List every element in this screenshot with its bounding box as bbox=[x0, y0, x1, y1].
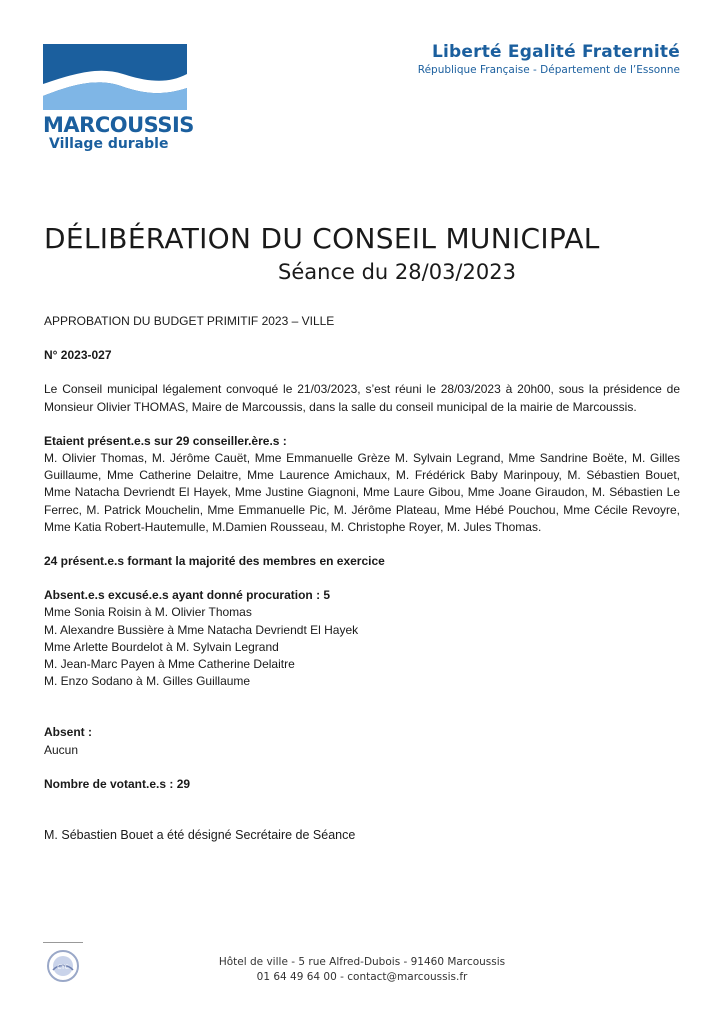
absent-heading: Absent : bbox=[44, 725, 92, 740]
republic-motto bbox=[418, 42, 680, 76]
svg-text:CYC: CYC bbox=[57, 964, 69, 971]
proxy-item: Mme Sonia Roisin à M. Olivier Thomas bbox=[44, 605, 252, 620]
majority-statement: 24 présent.e.s formant la majorité des membres en exercice bbox=[44, 554, 385, 569]
proxy-item: Mme Arlette Bourdelot à M. Sylvain Legrand bbox=[44, 639, 279, 654]
proxy-heading: Absent.e.s excusé.e.s ayant donné procuration : 5 bbox=[44, 588, 331, 603]
motto-sub: République Française - Département de l’Essonne bbox=[417, 64, 680, 76]
proxy-item: M. Jean-Marc Payen à Mme Catherine Delaitre bbox=[44, 657, 295, 672]
footer-contact bbox=[0, 955, 724, 985]
subject-line: APPROBATION DU BUDGET PRIMITIF 2023 – VILLE bbox=[44, 314, 335, 328]
document-title: DÉLIBÉRATION DU CONSEIL MUNICIPAL bbox=[44, 222, 600, 255]
voters-count: Nombre de votant.e.s : 29 bbox=[44, 776, 191, 791]
present-heading: Etaient présent.e.s sur 29 conseiller.ère.s : bbox=[44, 433, 287, 448]
secretary-statement: M. Sébastien Bouet a été désigné Secrétaire de Séance bbox=[44, 828, 356, 843]
motto-main: Liberté Egalité Fraternité bbox=[431, 42, 680, 62]
logo-wave-graphic bbox=[43, 44, 187, 110]
deliberation-body bbox=[44, 313, 680, 844]
proxy-item: M. Enzo Sodano à M. Gilles Guillaume bbox=[44, 674, 251, 689]
footer-contact-line: 01 64 49 64 00 - contact@marcoussis.fr bbox=[256, 971, 468, 983]
logo-name: MARCOUSSIS bbox=[43, 113, 194, 137]
deliberation-number: N° 2023-027 bbox=[44, 348, 112, 363]
present-list: M. Olivier Thomas, M. Jérôme Cauët, Mme Emmanuelle Grèze M. Sylvain Legrand, Mme Sandrine Boëte, M. Gilles Guillaume, Mme Catherine Delaitre, Mme Laurence Amichaux, M. Frédérick Baby Marinpouy, M. Sébastien Bouet, Mme Natacha Devriendt El Hayek, Mme Justine Giagnoni, Mme Laure Gibou, Mme Joane Giraudon, M. Sébastien Le Ferrec, M. Patrick Mouchelin, Mme Emmanuelle Pic, M. Jérôme Plateau, Mme Hébé Pouchou, Mme Cécile Revoyre, Mme Katia Robert-Hautemulle, M.Damien Rousseau, M. Christophe Royer, M. Jules Thomas. bbox=[44, 451, 680, 534]
proxy-item: M. Alexandre Bussière à Mme Natacha Devriendt El Hayek bbox=[44, 622, 359, 637]
convocation-paragraph: Le Conseil municipal légalement convoqué le 21/03/2023, s’est réuni le 28/03/2023 à 20h00, sous la présidence de Monsieur Olivier THOMAS, Maire de Marcoussis, dans la salle du conseil municipal de la mairie de Marcoussis. bbox=[44, 382, 680, 414]
absent-value: Aucun bbox=[44, 742, 79, 757]
footer-address: Hôtel de ville - 5 rue Alfred-Dubois - 91460 Marcoussis bbox=[218, 956, 506, 968]
footer-divider bbox=[43, 942, 83, 943]
logo-tagline: Village durable bbox=[49, 136, 169, 152]
marcoussis-logo bbox=[43, 44, 194, 152]
document-subtitle: Séance du 28/03/2023 bbox=[278, 260, 516, 284]
